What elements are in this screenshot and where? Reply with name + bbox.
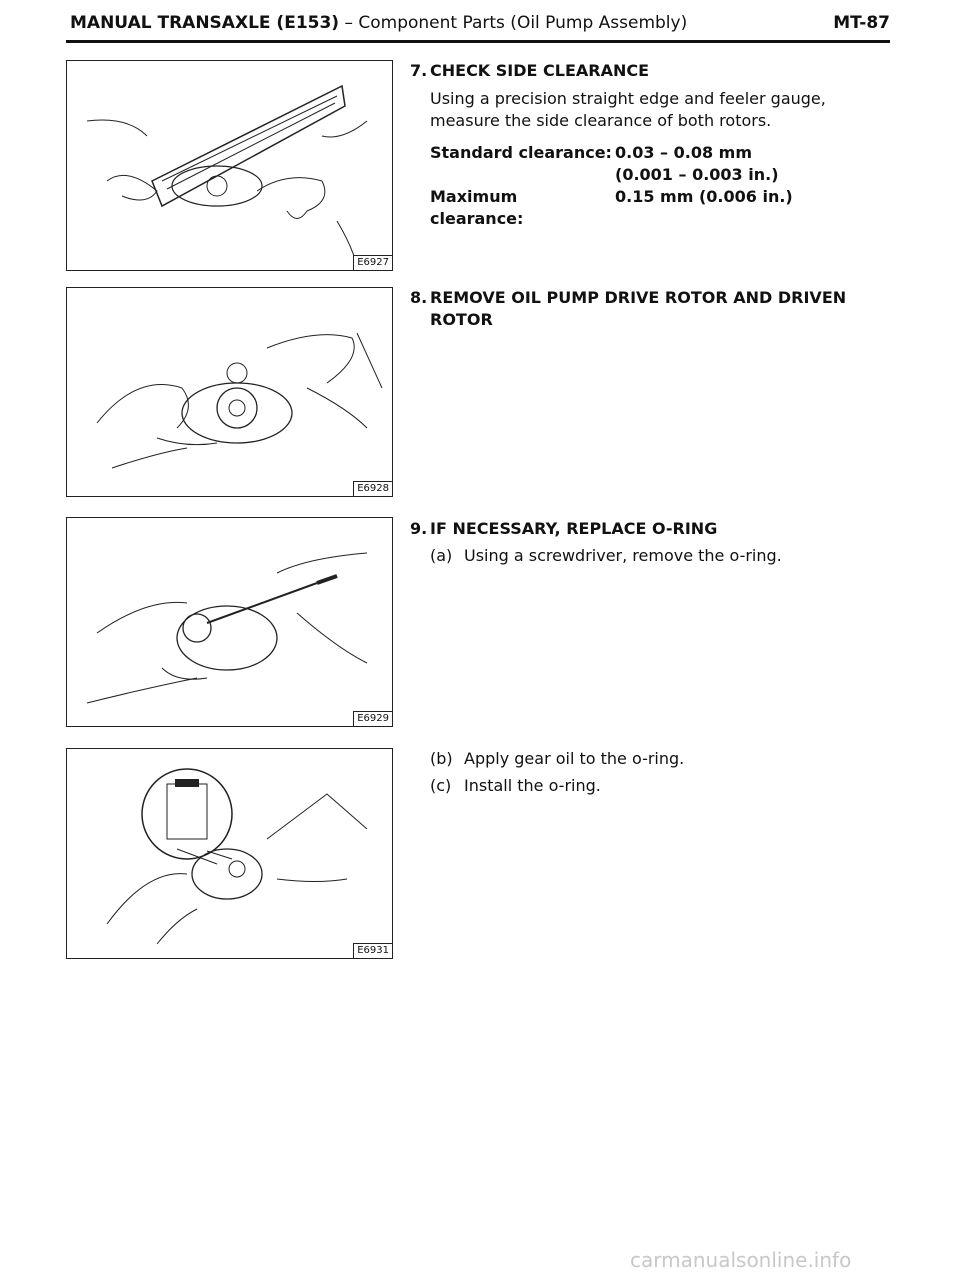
step-heading: REMOVE OIL PUMP DRIVE ROTOR AND DRIVEN ROTOR — [430, 288, 847, 329]
step-9 — [410, 518, 890, 540]
header-rule — [66, 40, 890, 43]
step-heading: IF NECESSARY, REPLACE O-RING — [430, 519, 718, 538]
substep-b — [430, 748, 684, 770]
figure-code: E6927 — [353, 255, 392, 270]
step-7 — [410, 60, 890, 230]
page-header — [70, 8, 890, 38]
standard-clearance-label: Standard clearance: — [430, 143, 612, 162]
remove-oring-illustration — [67, 518, 392, 726]
step-number: 7. — [410, 61, 428, 80]
figure-code: E6928 — [353, 481, 392, 496]
substep-letter: (c) — [430, 776, 452, 795]
side-clearance-illustration — [67, 61, 392, 270]
clearance-spec — [430, 142, 890, 230]
maximum-clearance-label: Maximum clearance: — [430, 187, 524, 228]
step-number: 8. — [410, 288, 428, 307]
substep-letter: (b) — [430, 749, 453, 768]
figure-install-oring — [66, 748, 393, 959]
figure-remove-oring — [66, 517, 393, 727]
install-oring-illustration — [67, 749, 392, 958]
substep-c — [430, 775, 601, 797]
substep-text: Apply gear oil to the o-ring. — [464, 749, 685, 768]
figure-code: E6931 — [353, 943, 392, 958]
standard-clearance-value-in: (0.001 – 0.003 in.) — [615, 165, 779, 184]
substep-text: Install the o-ring. — [464, 776, 601, 795]
substep-letter: (a) — [430, 546, 453, 565]
maximum-clearance-value: 0.15 mm (0.006 in.) — [615, 187, 793, 206]
figure-code: E6929 — [353, 711, 392, 726]
watermark: carmanualsonline.info — [630, 1248, 852, 1272]
page-number: MT-87 — [833, 13, 890, 33]
step-8 — [410, 287, 890, 331]
figure-side-clearance — [66, 60, 393, 271]
substep-text: Using a screwdriver, remove the o-ring. — [464, 546, 782, 565]
header-title-bold: MANUAL TRANSAXLE (E153) — [70, 13, 340, 33]
standard-clearance-value: 0.03 – 0.08 mm — [615, 143, 753, 162]
step-heading: CHECK SIDE CLEARANCE — [430, 61, 650, 80]
step-number: 9. — [410, 519, 428, 538]
remove-rotors-illustration — [67, 288, 392, 496]
header-title-rest: – Component Parts (Oil Pump Assembly) — [339, 13, 688, 33]
substep-a — [430, 545, 782, 567]
step-text: Using a precision straight edge and feeler gauge, measure the side clearance of both rotors. — [430, 89, 826, 130]
figure-remove-rotors — [66, 287, 393, 497]
